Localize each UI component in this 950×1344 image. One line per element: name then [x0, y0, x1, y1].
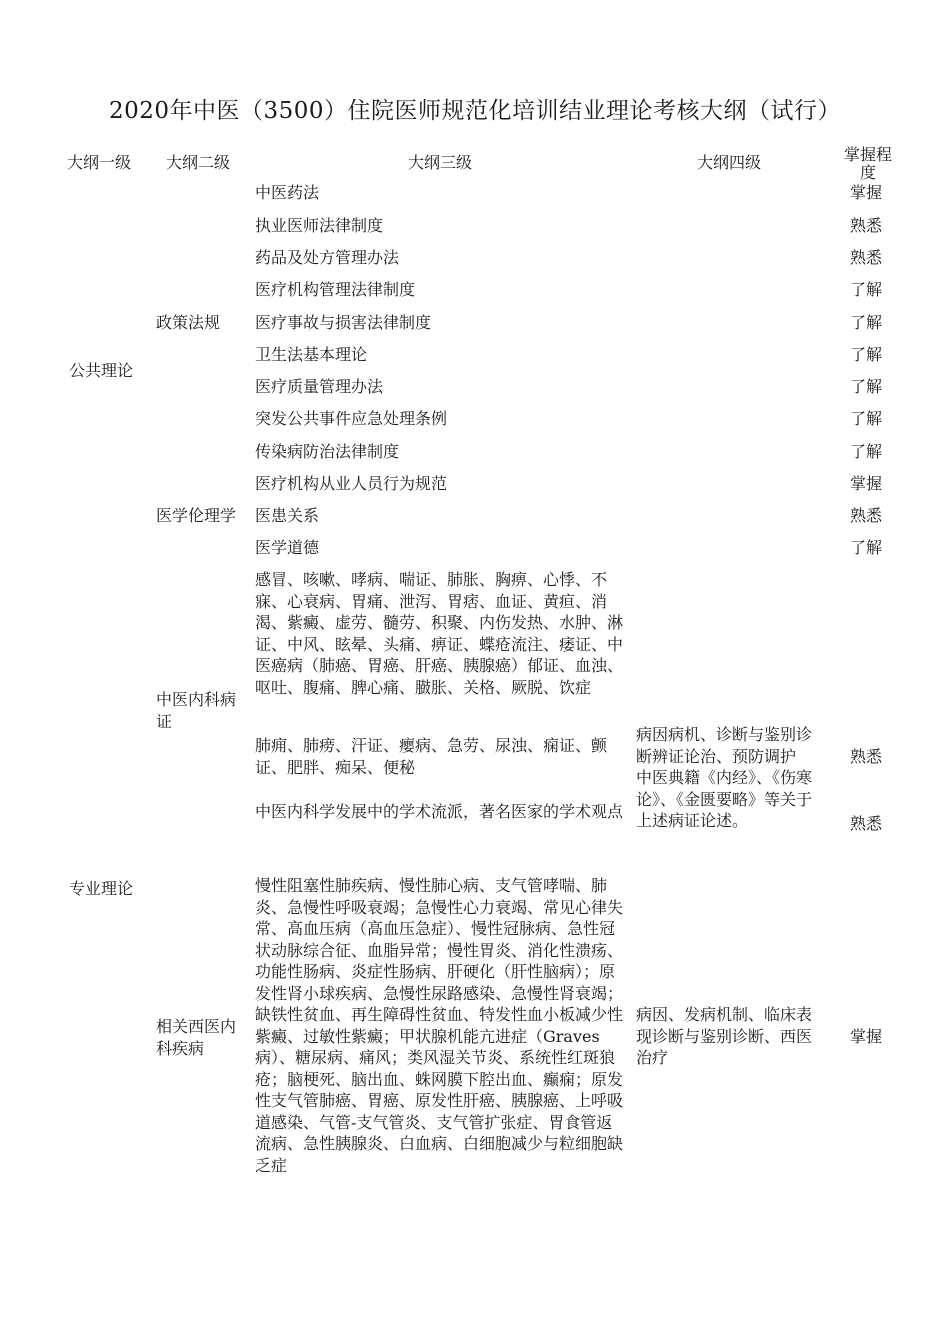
- mastery-level: 掌握: [850, 1027, 883, 1046]
- level1-professional-theory: 专业理论: [69, 879, 134, 898]
- mastery-level: 熟悉: [850, 248, 883, 267]
- level3-item: 医患关系: [255, 506, 320, 525]
- level3-item: 医疗机构从业人员行为规范: [255, 474, 448, 493]
- level3-item: 医疗质量管理办法: [255, 377, 384, 396]
- level3-tcm-diseases-a: 感冒、咳嗽、哮病、喘证、肺胀、胸痹、心悸、不寐、心衰病、胃痛、泄泻、胃痞、血证、黄疸、消渴、紫癜、虚劳、髓劳、积聚、内伤发热、水肿、淋证、中风、眩晕、头痛、痹证、蝶疮流注、痿证、中医癌病（肺癌、胃癌、肝癌、胰腺癌）郁证、血浊、呕吐、腹痛、脾心痛、臌胀、关格、厥脱、饮症: [255, 570, 624, 697]
- level2-western-internal-medicine: 相关西医内科疾病: [156, 1017, 237, 1058]
- page-title: 2020年中医（3500）住院医师规范化培训结业理论考核大纲（试行）: [108, 98, 842, 124]
- level4-western-content: 病因、发病机制、临床表现诊断与鉴别诊断、西医治疗: [636, 1005, 813, 1067]
- level3-item: 执业医师法律制度: [255, 216, 384, 235]
- mastery-level: 了解: [850, 280, 883, 299]
- header-level4: 大纲四级: [697, 153, 762, 172]
- header-mastery: 掌握程度: [843, 145, 892, 182]
- mastery-level: 了解: [850, 345, 883, 364]
- header-level3: 大纲三级: [408, 153, 473, 172]
- mastery-level: 了解: [850, 313, 883, 332]
- level1-public-theory: 公共理论: [69, 361, 134, 380]
- level3-item: 医疗机构管理法律制度: [255, 280, 416, 299]
- mastery-level: 熟悉: [850, 814, 883, 833]
- mastery-level: 掌握: [850, 474, 883, 493]
- level2-policy-regulations: 政策法规: [156, 313, 221, 332]
- mastery-level: 掌握: [850, 183, 883, 202]
- level3-item: 突发公共事件应急处理条例: [255, 409, 448, 428]
- level3-tcm-academic-schools: 中医内科学发展中的学术流派，著名医家的学术观点: [255, 802, 624, 821]
- mastery-level: 熟悉: [850, 506, 883, 525]
- level3-item: 卫生法基本理论: [255, 345, 368, 364]
- level2-medical-ethics: 医学伦理学: [156, 506, 237, 525]
- level3-tcm-diseases-b: 肺痈、肺痨、汗证、瘿病、急劳、尿浊、痫证、颤证、肥胖、痴呆、便秘: [255, 736, 608, 777]
- level4-tcm-content: 病因病机、诊断与鉴别诊断辨证论治、预防调护 中医典籍《内经》、《伤寒论》、《金匮要略》等关于上述病证论述。: [636, 725, 813, 830]
- mastery-level: 了解: [850, 409, 883, 428]
- level3-item: 医学道德: [255, 538, 320, 557]
- level3-western-diseases: 慢性阻塞性肺疾病、慢性肺心病、支气管哮喘、肺炎、急慢性呼吸衰竭；急慢性心力衰竭、常见心律失常、高血压病（高血压急症）、慢性冠脉病、急性冠状动脉综合征、血脂异常；慢性胃炎、消化性溃疡、功能性肠病、炎症性肠病、肝硬化（肝性脑病）；原发性肾小球疾病、急慢性尿路感染、急慢性肾衰竭；缺铁性贫血、再生障碍性贫血、特发性血小板减少性紫癜、过敏性紫癜；甲状腺机能亢进症（Graves病）、糖尿病、痛风；类风湿关节炎、系统性红斑狼疮；脑梗死、脑出血、蛛网膜下腔出血、癫痫；原发性支气管肺癌、胃癌、原发性肝癌、胰腺癌、上呼吸道感染、气管-支气管炎、支气管扩张症、胃食管返流病、急性胰腺炎、白血病、白细胞减少与粒细胞缺乏症: [255, 876, 624, 1175]
- mastery-level: 熟悉: [850, 747, 883, 766]
- mastery-level: 了解: [850, 377, 883, 396]
- mastery-level: 熟悉: [850, 216, 883, 235]
- level3-item: 医疗事故与损害法律制度: [255, 313, 432, 332]
- mastery-level: 了解: [850, 538, 883, 557]
- header-level2: 大纲二级: [166, 153, 231, 172]
- mastery-level: 了解: [850, 442, 883, 461]
- header-level1: 大纲一级: [67, 153, 132, 172]
- level3-item: 传染病防治法律制度: [255, 442, 400, 461]
- level3-item: 药品及处方管理办法: [255, 248, 400, 267]
- level2-tcm-internal-medicine: 中医内科病证: [156, 690, 237, 731]
- level3-item: 中医药法: [255, 183, 320, 202]
